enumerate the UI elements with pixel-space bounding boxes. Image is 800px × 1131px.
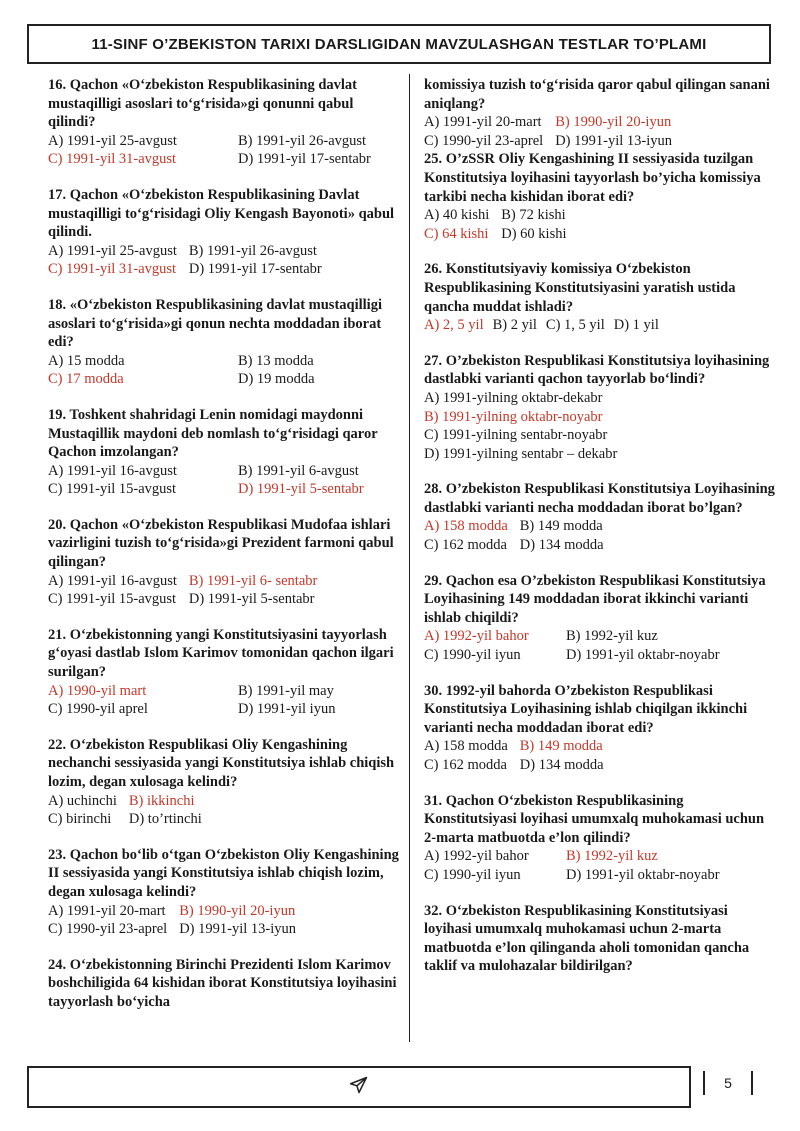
question-block <box>48 516 400 609</box>
answer-option: C) 1990-yil aprel <box>48 701 148 718</box>
answer-option: D) 1991-yil oktabr-noyabr <box>566 866 720 883</box>
question-text: 31. Qachon O‘zbekiston Respublikasining Konstitutsiyasi loyihasi umumxalq muhokamasi uchun 2-marta matbuotda e’lon qilindi? <box>424 792 765 846</box>
answer-option-correct: C) 1991-yil 31-avgust <box>48 261 177 278</box>
answer-option: D) 1991-yil 17-sentabr <box>188 261 322 278</box>
page-number: 5 <box>724 1075 732 1091</box>
answer-option: C) 1991-yil 15-avgust <box>48 591 177 608</box>
answer-option: D) to’rtinchi <box>128 811 202 828</box>
question-text: 26. Konstitutsiyaviy komissiya O‘zbekiston Respublikasining Konstitutsiyasini yaratish ustida qancha muddat ishladi? <box>424 261 736 315</box>
answer-option: B) 1992-yil kuz <box>566 628 658 645</box>
answer-options <box>424 847 776 884</box>
page-title: 11-SINF O’ZBEKISTON TARIXI DARSLIGIDAN MAVZULASHGAN TESTLAR TO’PLAMI <box>91 35 707 53</box>
answer-option: A) 1991-yil 20-mart <box>424 114 542 131</box>
answer-options <box>48 132 400 169</box>
answer-option: C) 1990-yil iyun <box>424 866 521 883</box>
answer-options <box>424 627 776 664</box>
question-text: 25. O’zSSR Oliy Kengashining II sessiyasida tuzilgan Konstitutsiya loyihasini tayyorlash bo’yicha komissiya tarkibi necha kishidan iborat edi? <box>424 151 761 205</box>
answer-option: B) 1991-yil 26-avgust <box>238 132 367 149</box>
question-block <box>424 572 776 665</box>
header-banner <box>27 24 771 64</box>
question-block <box>48 736 400 829</box>
answer-option: C) 1990-yil 23-aprel <box>48 921 168 938</box>
answer-options <box>48 462 400 499</box>
answer-option-correct: C) 1991-yil 31-avgust <box>48 151 177 168</box>
answer-option: C) 162 modda <box>424 757 507 773</box>
page-number-bar-left <box>703 1071 705 1095</box>
question-text: 30. 1992-yil bahorda O’zbekiston Respublikasi Konstitutsiya Loyihasining ishlab chiqilgan ikkinchi varianti necha moddadan iborat edi? <box>424 682 748 736</box>
answer-option: D) 19 modda <box>238 371 315 388</box>
answer-option: B) 1991-yil may <box>238 682 334 699</box>
question-block <box>48 846 400 939</box>
question-block <box>48 76 400 169</box>
answer-option-correct: A) 1990-yil mart <box>48 682 147 699</box>
right-column <box>424 76 776 993</box>
answer-option: C) 1990-yil 23-aprel <box>424 132 544 149</box>
paper-plane-icon[interactable] <box>349 1075 369 1100</box>
answer-option: D) 134 modda <box>519 757 604 773</box>
answer-option: D) 1991-yil 13-iyun <box>179 921 296 938</box>
answer-option-correct: A) 1992-yil bahor <box>424 628 529 645</box>
answer-option-correct: C) 64 kishi <box>424 225 489 242</box>
answer-option: A) 1992-yil bahor <box>424 848 529 865</box>
answer-option-correct: A) 158 modda <box>424 518 508 535</box>
question-text: 32. O‘zbekiston Respublikasining Konstitutsiyasi loyihasi umumxalq muhokamasi uchun 2-marta matbuotda e’lon qilinganda aholi tomonidan qancha taklif va mulohazalar bildirilgan? <box>424 902 750 975</box>
answer-option: C) 1, 5 yil <box>545 317 605 334</box>
answer-options <box>48 352 400 389</box>
answer-options <box>424 206 776 243</box>
answer-options <box>424 389 776 463</box>
answer-options <box>424 517 776 554</box>
answer-option-correct: D) 1991-yil 5-sentabr <box>238 481 364 498</box>
question-block <box>424 682 776 775</box>
question-block <box>48 186 400 279</box>
left-column <box>48 76 400 1029</box>
answer-option: A) 1991-yilning oktabr-dekabr <box>424 389 603 406</box>
answer-option: B) 2 yil <box>492 317 537 334</box>
question-text: 19. Toshkent shahridagi Lenin nomidagi maydonni Mustaqillik maydoni deb nomlash to‘g‘risidagi qaror Qachon imzolangan? <box>48 406 378 461</box>
answer-option: A) uchinchi <box>48 792 117 809</box>
answer-options <box>424 737 776 774</box>
answer-option: D) 1991-yil iyun <box>238 701 336 718</box>
answer-option-correct: B) 1991-yil 6- sentabr <box>188 572 318 589</box>
answer-option: A) 1991-yil 16-avgust <box>48 572 177 589</box>
answer-option-correct: B) ikkinchi <box>128 792 195 809</box>
question-text: 22. O‘zbekiston Respublikasi Oliy Kengashining nechanchi sessiyasida yangi Konstitutsiya ishlab chiqish lozim, degan xulosaga kelindi? <box>48 736 395 790</box>
answer-option: D) 134 modda <box>519 537 604 554</box>
answer-option: D) 1 yil <box>613 317 659 334</box>
answer-options <box>48 902 400 939</box>
answer-option: A) 15 modda <box>48 352 125 369</box>
question-text: 17. Qachon «O‘zbekiston Respublikasining Davlat mustaqilligi to‘g‘risidagi Oliy Kengash Bayonoti» qabul qilindi. <box>48 186 395 241</box>
question-block <box>424 902 776 976</box>
question-block <box>424 260 776 334</box>
answer-option: D) 1991-yil 13-iyun <box>555 132 672 149</box>
answer-option: C) 1991-yil 15-avgust <box>48 481 177 498</box>
answer-options <box>424 316 776 335</box>
question-block <box>48 296 400 389</box>
answer-options <box>48 572 400 609</box>
question-block <box>48 956 400 1012</box>
answer-option: A) 1991-yil 25-avgust <box>48 132 177 149</box>
question-block <box>424 480 776 554</box>
question-block <box>424 792 776 885</box>
question-text: 27. O’zbekiston Respublikasi Konstitutsiya loyihasining dastlabki varianti qachon tayyorlab bo‘lindi? <box>424 352 770 388</box>
answer-options <box>424 113 776 150</box>
answer-option: C) 162 modda <box>424 537 507 554</box>
page-number-box <box>703 1070 753 1096</box>
question-block <box>424 76 776 150</box>
question-text: 29. Qachon esa O’zbekiston Respublikasi Konstitutsiya Loyihasining 149 moddadan iborat ikkinchi varianti ishlab chiqildi? <box>424 572 766 626</box>
footer-bar <box>27 1066 691 1108</box>
question-block <box>424 150 776 243</box>
column-divider <box>409 74 410 1042</box>
answer-option: B) 1991-yil 6-avgust <box>238 462 359 479</box>
answer-option: D) 1991-yil 17-sentabr <box>238 151 371 168</box>
answer-option: A) 1991-yil 25-avgust <box>48 242 177 259</box>
answer-option: C) birinchi <box>48 811 112 828</box>
answer-option-correct: B) 1992-yil kuz <box>566 848 658 865</box>
answer-option: B) 149 modda <box>519 518 603 535</box>
answer-option-correct: B) 1990-yil 20-iyun <box>179 902 296 919</box>
answer-option: D) 60 kishi <box>501 225 567 242</box>
answer-option: B) 13 modda <box>238 352 314 369</box>
answer-option-correct: C) 17 modda <box>48 371 124 388</box>
question-text: 21. O‘zbekistonning yangi Konstitutsiyasini tayyorlash g‘oyasi dastlab Islom Karimov tomonidan qachon ilgari surilgan? <box>48 626 394 681</box>
question-block <box>48 626 400 719</box>
answer-option-correct: B) 1990-yil 20-iyun <box>555 114 672 131</box>
answer-option: A) 158 modda <box>424 738 508 755</box>
question-block <box>424 352 776 464</box>
answer-option: A) 40 kishi <box>424 207 490 224</box>
question-text: 23. Qachon bo‘lib o‘tgan O‘zbekiston Oliy Kengashining II sessiyasida yangi Konstitutsiya ishlab chiqish lozim, degan xulosaga kelindi? <box>48 846 399 900</box>
answer-options <box>48 682 400 719</box>
answer-option-correct: B) 149 modda <box>519 738 603 755</box>
question-text: 28. O’zbekiston Respublikasi Konstitutsiya Loyihasining dastlabki varianti necha moddadan iborat bo’lgan? <box>424 481 775 516</box>
answer-option: D) 1991-yil oktabr-noyabr <box>566 647 720 664</box>
question-text: 20. Qachon «O‘zbekiston Respublikasi Mudofaa ishlari vazirligini tuzish to‘g‘risida»gi Prezident farmoni qabul qilingan? <box>48 516 394 571</box>
question-text: 24. O‘zbekistonning Birinchi Prezidenti Islom Karimov boshchiligida 64 kishidan iborat Konstitutsiya loyihasini tayyorlash bo‘yicha <box>48 956 397 1010</box>
question-block <box>48 406 400 499</box>
answer-option: C) 1990-yil iyun <box>424 647 521 664</box>
answer-options <box>48 242 400 279</box>
answer-option: D) 1991-yilning sentabr – dekabr <box>424 445 618 462</box>
answer-option: C) 1991-yilning sentabr-noyabr <box>424 427 608 444</box>
answer-options <box>48 792 400 829</box>
question-text: 16. Qachon «O‘zbekiston Respublikasining davlat mustaqilligi asoslari to‘g‘risida»gi qonunni qabul qilindi? <box>48 77 358 131</box>
question-text: komissiya tuzish to‘g‘risida qaror qabul qilingan sanani aniqlang? <box>424 77 770 112</box>
answer-option: D) 1991-yil 5-sentabr <box>188 591 315 608</box>
answer-option-correct: B) 1991-yilning oktabr-noyabr <box>424 408 603 425</box>
answer-option: A) 1991-yil 20-mart <box>48 902 166 919</box>
answer-option-correct: A) 2, 5 yil <box>424 317 484 334</box>
page-number-bar-right <box>751 1071 753 1095</box>
answer-option: B) 72 kishi <box>501 207 566 224</box>
answer-option: B) 1991-yil 26-avgust <box>188 242 317 259</box>
answer-option: A) 1991-yil 16-avgust <box>48 462 177 479</box>
question-text: 18. «O‘zbekiston Respublikasining davlat mustaqilligi asoslari to‘g‘risida»gi qonun nechta moddadan iborat edi? <box>48 296 382 351</box>
